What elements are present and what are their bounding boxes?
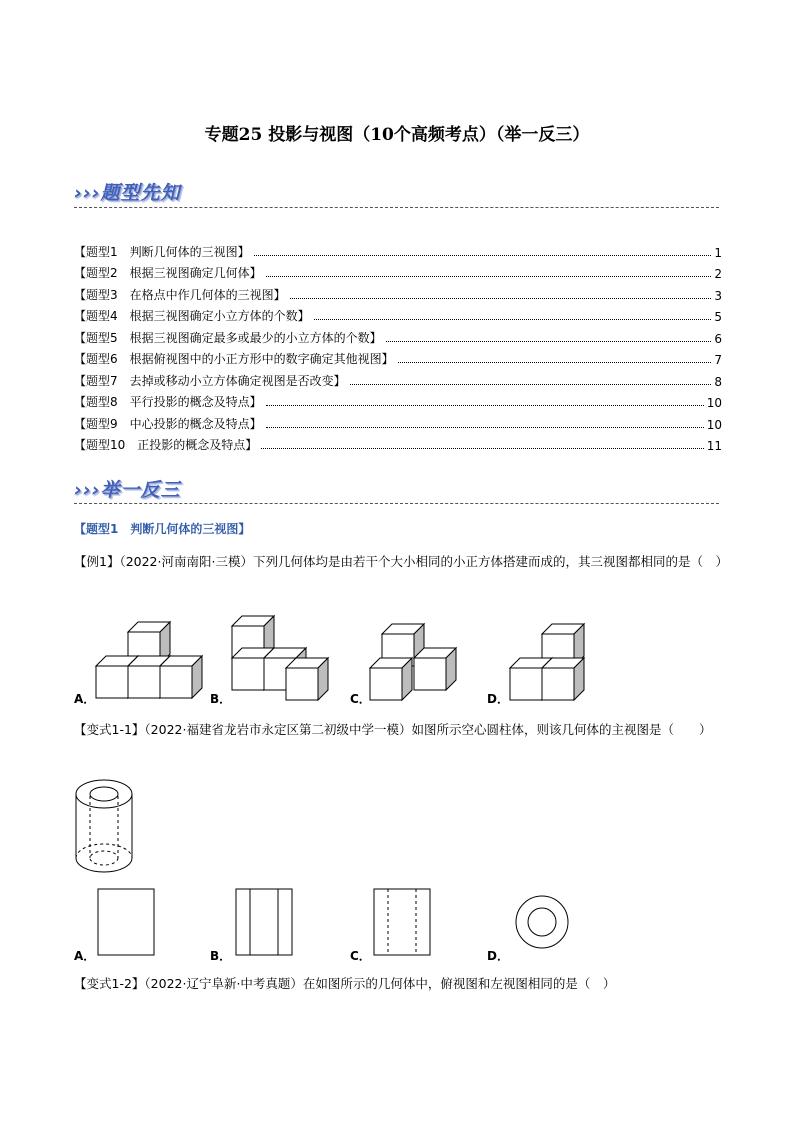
toc-leader-dots [290, 298, 712, 299]
option-a-label: A． [74, 692, 96, 706]
toc-row[interactable] [74, 346, 722, 368]
toc-row[interactable] [74, 238, 722, 260]
option-d-figure [510, 624, 584, 700]
toc-page-number: 10 [706, 396, 722, 410]
toc-label: 【题型6 根据俯视图中的小正方形中的数字确定其他视图】 [74, 352, 394, 366]
toc-label: 【题型3 在格点中作几何体的三视图】 [74, 287, 286, 302]
variant-1-2-question: 【变式1-2】（2022·辽宁阜新·中考真题）在如图所示的几何体中，俯视图和左视图相同的是（ ） [74, 976, 616, 991]
section-heading-type-1: 【题型1 判断几何体的三视图】 [74, 522, 251, 536]
option-a-figure [96, 622, 202, 698]
option-d-label: D． [487, 692, 509, 706]
toc-row[interactable] [74, 432, 722, 454]
variant-1-1-option-c-label: C． [350, 949, 371, 963]
toc-page-number: 1 [714, 245, 722, 260]
toc-label: 【题型9 中心投影的概念及特点】 [74, 416, 262, 431]
table-of-contents [74, 238, 722, 453]
toc-label: 【题型10 正投影的概念及特点】 [74, 438, 258, 452]
option-c-figure [370, 624, 456, 700]
toc-row[interactable] [74, 410, 722, 432]
toc-row[interactable] [74, 389, 722, 411]
toc-row[interactable] [74, 281, 722, 303]
banner-divider-1 [74, 207, 719, 208]
variant-1-1-option-a-label: A． [74, 949, 96, 963]
toc-page-number: 11 [706, 439, 722, 453]
toc-leader-dots [261, 448, 703, 449]
variant-1-1-option-a-figure [95, 886, 160, 958]
variant-1-1-option-c-figure [371, 886, 436, 958]
page-title: 专题25 投影与视图（10个高频考点）（举一反三） [204, 125, 590, 145]
variant-1-1-option-d-figure [508, 886, 578, 958]
toc-page-number: 7 [714, 353, 722, 367]
example-1-figures [70, 612, 730, 707]
variant-1-1-option-d-label: D． [487, 949, 509, 963]
option-b-label: B． [210, 692, 232, 706]
toc-row[interactable] [74, 260, 722, 282]
option-c-label: C． [350, 692, 371, 706]
banner-divider-2 [74, 503, 719, 504]
toc-page-number: 10 [706, 417, 722, 432]
toc-label: 【题型2 根据三视图确定几何体】 [74, 266, 262, 280]
toc-leader-dots [386, 341, 712, 342]
toc-page-number: 6 [714, 331, 722, 346]
toc-leader-dots [350, 384, 712, 385]
variant-1-1-question: 【变式1-1】（2022·福建省龙岩市永定区第二初级中学一模）如图所示空心圆柱体，则该几何体的主视图是（ ） [74, 722, 712, 737]
toc-leader-dots [266, 427, 704, 428]
toc-label: 【题型7 去掉或移动小立方体确定视图是否改变】 [74, 373, 346, 388]
banner-practice: ›››举一反三 [74, 479, 181, 501]
toc-label: 【题型4 根据三视图确定小立方体的个数】 [74, 309, 310, 323]
toc-leader-dots [266, 276, 712, 277]
toc-page-number: 3 [714, 288, 722, 303]
toc-page-number: 2 [714, 267, 722, 281]
variant-1-1-option-b-label: B． [210, 949, 232, 963]
toc-leader-dots [314, 319, 712, 320]
option-b-figure [232, 616, 328, 700]
toc-row[interactable] [74, 367, 722, 389]
toc-label: 【题型8 平行投影的概念及特点】 [74, 395, 262, 409]
banner-preview: ›››题型先知 [74, 182, 181, 204]
toc-row[interactable] [74, 324, 722, 346]
toc-leader-dots [266, 405, 704, 406]
toc-page-number: 5 [714, 310, 722, 324]
example-1-question: 【例1】（2022·河南南阳·三模）下列几何体均是由若干个大小相同的小正方体搭建而成的，其三视图都相同的是（ ） [74, 554, 728, 569]
variant-1-1-option-b-figure [233, 886, 298, 958]
hollow-cylinder-figure [72, 776, 142, 876]
toc-row[interactable] [74, 303, 722, 325]
toc-label: 【题型1 判断几何体的三视图】 [74, 244, 250, 259]
toc-leader-dots [254, 255, 712, 256]
toc-leader-dots [398, 362, 712, 363]
toc-label: 【题型5 根据三视图确定最多或最少的小立方体的个数】 [74, 330, 382, 345]
toc-page-number: 8 [714, 374, 722, 389]
